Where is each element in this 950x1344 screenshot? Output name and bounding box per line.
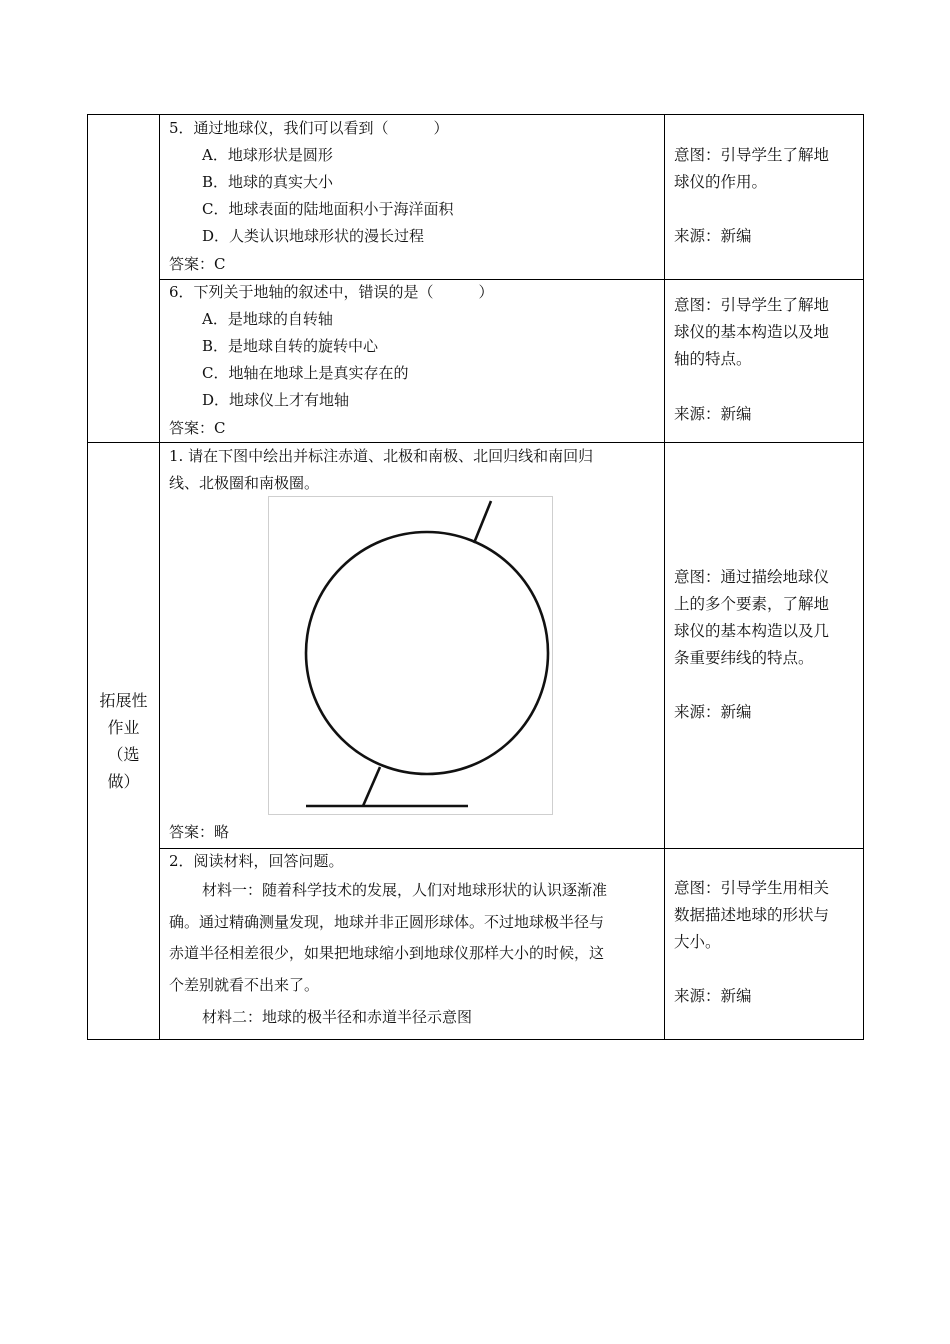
q6-intent-line-3: 轴的特点。 — [674, 350, 752, 368]
task2-stem: 2．阅读材料，回答问题。 — [169, 852, 344, 870]
q5-intent-line-1: 意图：引导学生了解地 — [674, 146, 830, 164]
task1-stem-line-2: 线、北极圈和南极圈。 — [169, 474, 320, 492]
task1-answer: 答案：略 — [169, 823, 230, 841]
q6-stem: 6．下列关于地轴的叙述中，错误的是（ ） — [169, 283, 494, 301]
globe-axis-top — [474, 501, 491, 543]
q5-option-c: C．地球表面的陆地面积小于海洋面积 — [202, 200, 454, 218]
q6-option-b: B．是地球自转的旋转中心 — [202, 337, 379, 355]
globe-figure — [268, 496, 553, 815]
task2-material-line-3: 赤道半径相差很少，如果把地球缩小到地球仪那样大小的时候，这 — [169, 944, 605, 962]
task1-intent-line-2: 上的多个要素，了解地 — [674, 595, 830, 613]
extension-label-line-1: 拓展性 — [99, 690, 148, 710]
task1-source: 来源：新编 — [674, 703, 752, 721]
extension-label-line-2: 作业 — [107, 717, 140, 737]
task1-intent-line-4: 条重要纬线的特点。 — [674, 649, 814, 667]
globe-axis-bottom — [363, 767, 380, 806]
q6-option-d: D．地球仪上才有地轴 — [202, 391, 350, 409]
task1-intent-line-3: 球仪的基本构造以及几 — [674, 622, 830, 640]
task1-stem-line-1: 1. 请在下图中绘出并标注赤道、北极和南极、北回归线和南回归 — [169, 447, 594, 465]
q6-intent-line-1: 意图：引导学生了解地 — [674, 296, 830, 314]
task2-material-line-5: 材料二：地球的极半径和赤道半径示意图 — [202, 1008, 473, 1026]
q6-source: 来源：新编 — [674, 405, 752, 423]
extension-label-line-3: （选 — [107, 744, 140, 764]
task2-intent-cell — [665, 849, 863, 1039]
task1-intent-line-1: 意图：通过描绘地球仪 — [674, 568, 830, 586]
q5-intent-cell — [665, 115, 863, 279]
task1-intent-cell — [665, 443, 863, 848]
q5-question-cell — [160, 115, 664, 279]
q6-option-c: C．地轴在地球上是真实存在的 — [202, 364, 409, 382]
q5-option-a: A．地球形状是圆形 — [202, 146, 333, 164]
q5-answer: 答案：C — [169, 255, 226, 273]
q6-intent-line-2: 球仪的基本构造以及地 — [674, 323, 830, 341]
task2-intent-line-3: 大小。 — [674, 933, 721, 951]
q5-intent-line-2: 球仪的作用。 — [674, 173, 768, 191]
task2-source: 来源：新编 — [674, 987, 752, 1005]
task2-material-line-2: 确。通过精确测量发现，地球并非正圆形球体。不过地球极半径与 — [169, 913, 605, 931]
globe-outline-drawing — [269, 497, 552, 814]
task2-intent-line-2: 数据描述地球的形状与 — [674, 906, 830, 924]
q6-option-a: A．是地球的自转轴 — [202, 310, 333, 328]
q5-stem: 5．通过地球仪，我们可以看到（ ） — [169, 119, 449, 137]
extension-label-line-4: 做） — [107, 771, 140, 791]
extension-label — [94, 687, 154, 795]
q6-question-cell — [160, 280, 664, 442]
task2-material-line-4: 个差别就看不出来了。 — [169, 976, 320, 994]
q6-intent-cell — [665, 280, 863, 442]
task2-question-cell — [160, 849, 664, 1039]
q5-option-b: B．地球的真实大小 — [202, 173, 334, 191]
task1-question-cell — [160, 443, 664, 848]
q5-source: 来源：新编 — [674, 227, 752, 245]
homework-table — [87, 114, 864, 1040]
q5-option-d: D．人类认识地球形状的漫长过程 — [202, 227, 425, 245]
globe-circle — [306, 532, 548, 774]
task2-material-line-1: 材料一：随着科学技术的发展，人们对地球形状的认识逐渐准 — [202, 881, 608, 899]
extension-label-cell — [88, 442, 159, 1039]
task2-intent-line-1: 意图：引导学生用相关 — [674, 879, 830, 897]
q6-answer: 答案：C — [169, 419, 226, 437]
